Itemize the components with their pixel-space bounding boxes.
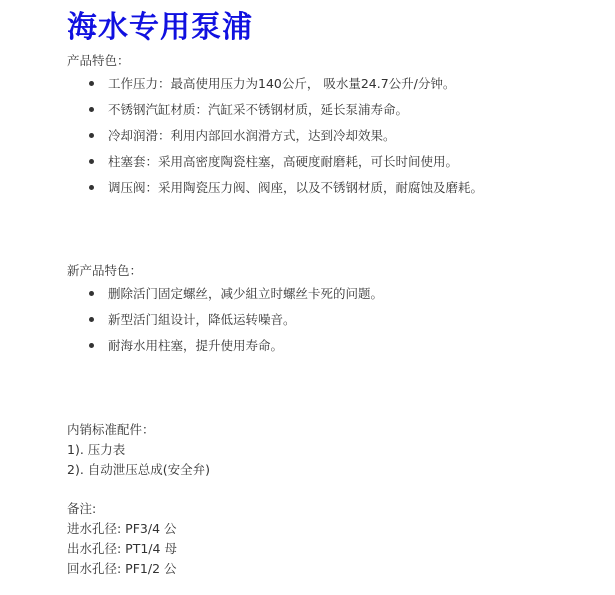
bullet-icon <box>89 317 94 322</box>
new-feature-text: 耐海水用柱塞，提升使用寿命。 <box>108 338 284 353</box>
feature-text: 柱塞套：采用高密度陶瓷柱塞，高硬度耐磨耗，可长时间使用。 <box>108 154 459 169</box>
bullet-icon <box>89 343 94 348</box>
feature-text: 工作压力：最高使用压力为140公斤， 吸水量24.7公升/分钟。 <box>108 76 456 91</box>
list-item <box>0 311 383 337</box>
features-label: 产品特色： <box>67 53 130 68</box>
bullet-icon <box>89 133 94 138</box>
bullet-icon <box>89 81 94 86</box>
note-item: 出水孔径: PT1/4 母 <box>67 541 177 556</box>
accessory-item: 1). 压力表 <box>67 442 126 457</box>
feature-text: 冷却润滑：利用内部回水润滑方式，达到冷却效果。 <box>108 128 396 143</box>
list-item <box>0 337 383 363</box>
page-title: 海水专用泵浦 <box>67 10 253 45</box>
bullet-icon <box>89 185 94 190</box>
list-item <box>0 127 483 153</box>
accessories-label: 内销标准配件： <box>67 422 155 437</box>
notes-label: 备注: <box>67 501 97 516</box>
list-item <box>0 75 483 101</box>
feature-text: 不锈钢汽缸材质：汽缸采不锈钢材质，延长泵浦寿命。 <box>108 102 409 117</box>
bullet-icon <box>89 291 94 296</box>
new-feature-text: 删除活门固定螺丝，减少組立时螺丝卡死的问题。 <box>108 286 384 301</box>
accessory-item: 2). 自动泄压总成(安全弁) <box>67 462 211 477</box>
list-item <box>0 101 483 127</box>
note-item: 进水孔径: PF3/4 公 <box>67 521 177 536</box>
list-item <box>0 179 483 205</box>
feature-text: 调压阀：采用陶瓷压力阀、阀座，以及不锈钢材质，耐腐蚀及磨耗。 <box>108 180 484 195</box>
features-list <box>0 75 483 205</box>
list-item <box>0 153 483 179</box>
new-features-list <box>0 285 383 363</box>
bullet-icon <box>89 107 94 112</box>
new-feature-text: 新型活门組设计，降低运转噪音。 <box>108 312 296 327</box>
list-item <box>0 285 383 311</box>
bullet-icon <box>89 159 94 164</box>
new-features-label: 新产品特色： <box>67 263 143 278</box>
note-item: 回水孔径: PF1/2 公 <box>67 561 177 576</box>
